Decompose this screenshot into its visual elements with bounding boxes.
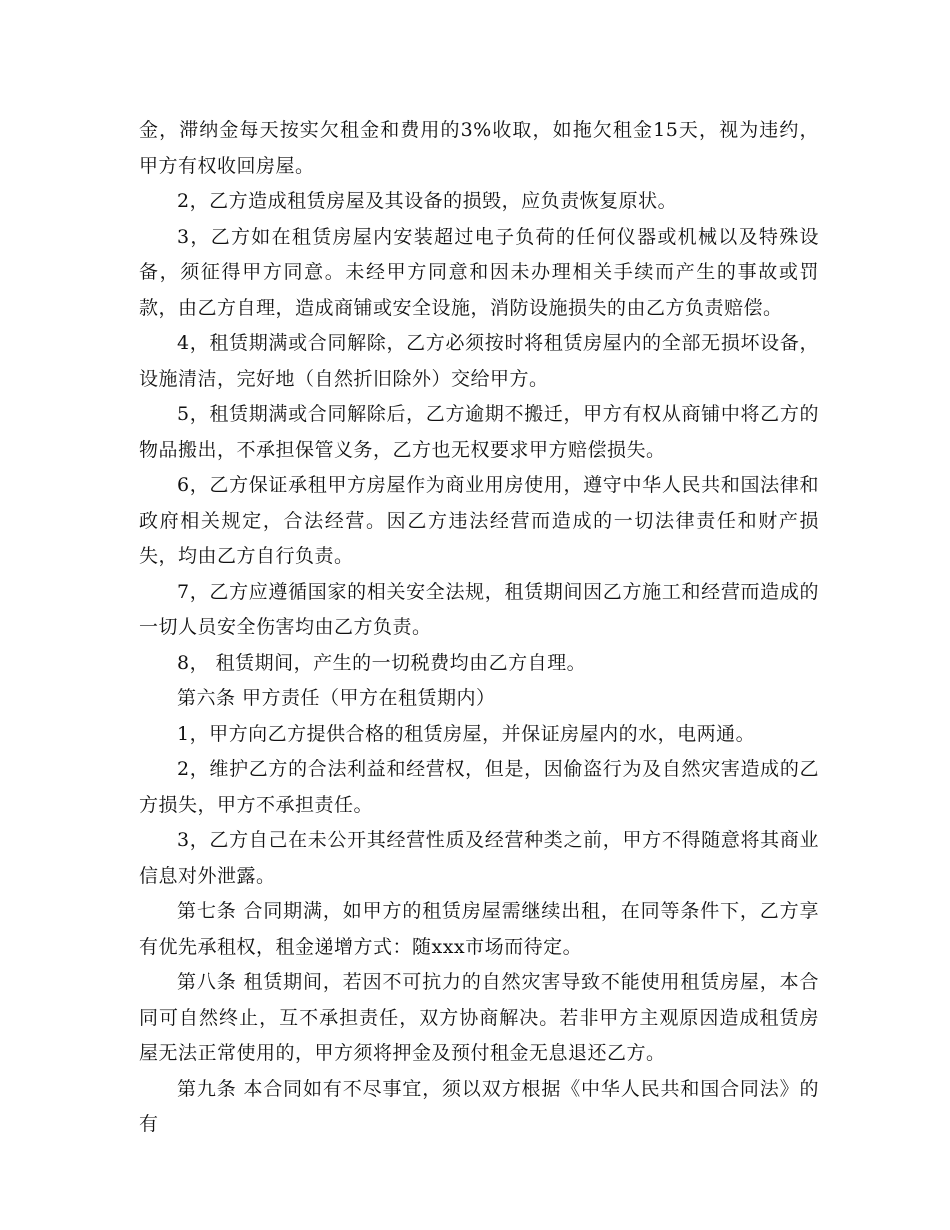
article-6-heading: 第六条 甲方责任（甲方在租赁期内）	[177, 687, 496, 709]
paragraph-clause-4-return: 4，租赁期满或合同解除，乙方必须按时将租赁房屋内的全部无损坏设备，设施清洁，完好地（自然折旧除外）交给甲方。	[139, 332, 819, 390]
paragraph-article-8: 第八条 租赁期间，若因不可抗力的自然灾害导致不能使用租赁房屋，本合同可自然终止，互不承担责任，双方协商解决。若非甲方主观原因造成租赁房屋无法正常使用的，甲方须将押金及预付租金无息退还乙方。	[139, 971, 819, 1064]
paragraph-clause-5-overdue: 5，租赁期满或合同解除后，乙方逾期不搬迁，甲方有权从商铺中将乙方的物品搬出，不承担保管义务，乙方也无权要求甲方赔偿损失。	[139, 403, 819, 461]
paragraph-clause-8-taxes: 8， 租赁期间，产生的一切税费均由乙方自理。	[177, 651, 587, 674]
paragraph-clause-7-safety: 7，乙方应遵循国家的相关安全法规，租赁期间因乙方施工和经营而造成的一切人员安全伤害均由乙方负责。	[139, 580, 819, 638]
paragraph-article-6-item-3: 3，乙方自己在未公开其经营性质及经营种类之前，甲方不得随意将其商业信息对外泄露。	[139, 829, 819, 887]
document-body	[139, 113, 819, 1143]
paragraph-clause-3-equipment: 3，乙方如在租赁房屋内安装超过电子负荷的任何仪器或机械以及特殊设备，须征得甲方同意。未经甲方同意和因未办理相关手续而产生的事故或罚款，由乙方自理，造成商铺或安全设施，消防设施损失的由乙方负责赔偿。	[139, 225, 819, 319]
paragraph-article-9: 第九条 本合同如有不尽事宜，须以双方根据《中华人民共和国合同法》的有	[139, 1077, 819, 1135]
paragraph-clause-6-commercial-use: 6，乙方保证承租甲方房屋作为商业用房使用，遵守中华人民共和国法律和政府相关规定，合法经营。因乙方违法经营而造成的一切法律责任和财产损失，均由乙方自行负责。	[139, 474, 819, 567]
paragraph-article-6-item-1: 1，甲方向乙方提供合格的租赁房屋，并保证房屋内的水，电两通。	[177, 722, 756, 745]
paragraph-late-fee: 金，滞纳金每天按实欠租金和费用的3%收取，如拖欠租金15天，视为违约，甲方有权收回房屋。	[139, 119, 819, 177]
paragraph-article-6-item-2: 2，维护乙方的合法利益和经营权，但是，因偷盗行为及自然灾害造成的乙方损失，甲方不承担责任。	[139, 758, 819, 816]
paragraph-article-7: 第七条 合同期满，如甲方的租赁房屋需继续出租，在同等条件下，乙方享有优先承租权，租金递增方式：随xxx市场而待定。	[139, 900, 819, 958]
paragraph-clause-2-damage: 2，乙方造成租赁房屋及其设备的损毁，应负责恢复原状。	[177, 190, 678, 212]
